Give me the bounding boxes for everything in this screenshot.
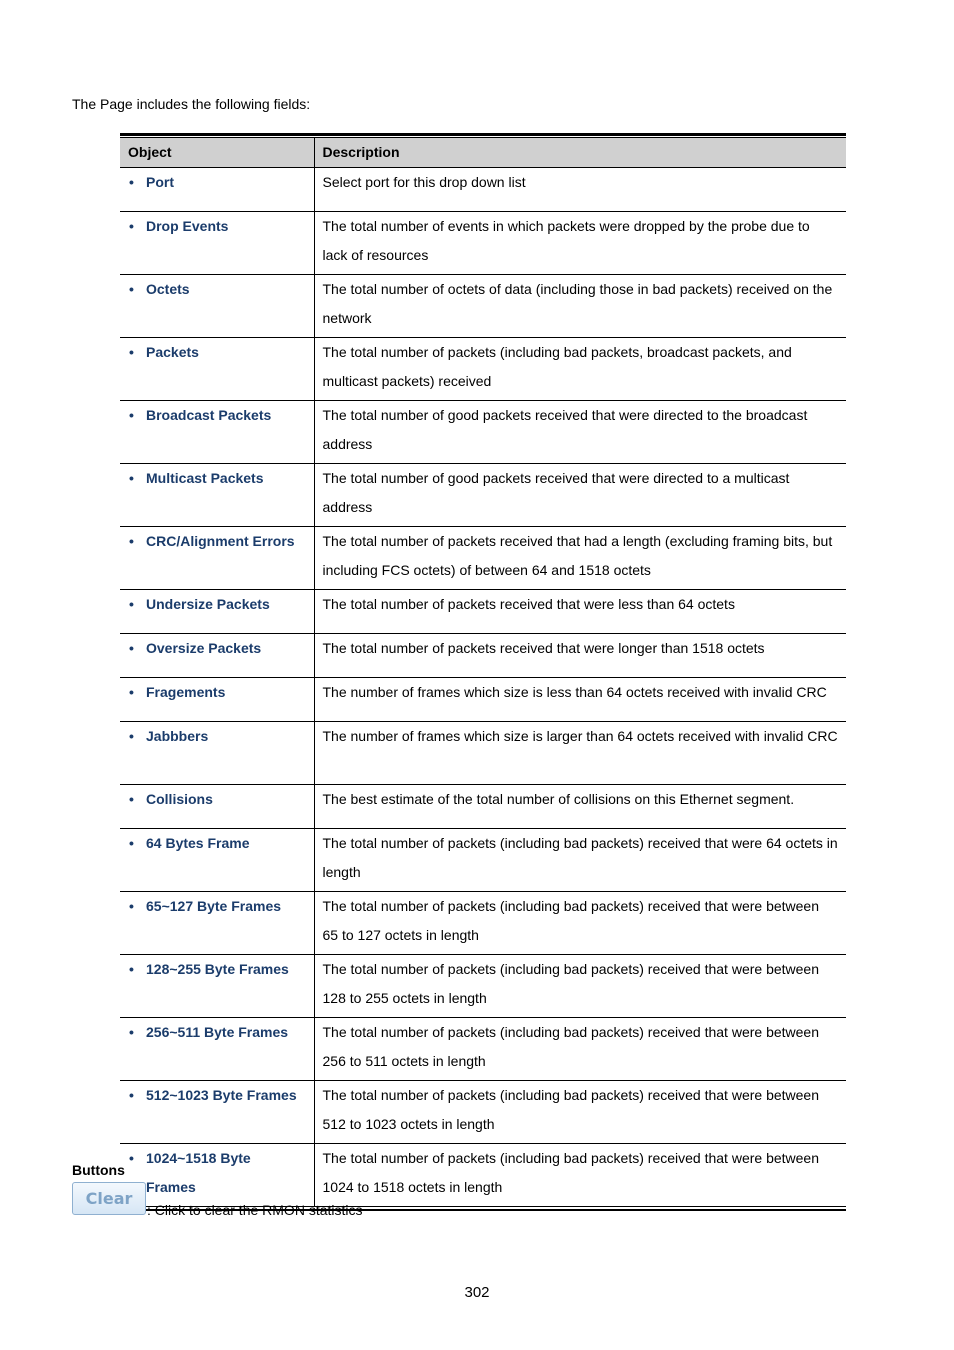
bullet-icon xyxy=(129,464,146,493)
bullet-icon xyxy=(129,785,146,814)
object-description: The total number of octets of data (including those in bad packets) received on the network xyxy=(322,280,833,326)
object-description: The total number of packets (including bad packets) received that were 64 octets in length xyxy=(322,834,838,880)
bullet-icon xyxy=(129,1081,146,1110)
bullet-icon xyxy=(129,722,146,751)
object-name: Oversize Packets xyxy=(146,639,262,656)
bullet-icon xyxy=(129,527,146,556)
table-row xyxy=(120,400,846,463)
object-name: Drop Events xyxy=(146,217,229,234)
table-row xyxy=(120,1143,846,1206)
bullet-icon xyxy=(129,338,146,367)
object-name: CRC/Alignment Errors xyxy=(146,532,295,549)
object-description: The total number of packets (including bad packets) received that were between 512 to 1023 octets in length xyxy=(322,1086,820,1132)
object-name: Port xyxy=(146,173,174,190)
object-name: 128~255 Byte Frames xyxy=(146,960,289,977)
object-description: The total number of packets (including bad packets) received that were between 128 to 255 octets in length xyxy=(322,960,820,1006)
table-row xyxy=(120,463,846,526)
table-row xyxy=(120,1080,846,1143)
object-name: 65~127 Byte Frames xyxy=(146,897,282,914)
object-description: The total number of good packets received that were directed to the broadcast address xyxy=(322,406,808,452)
object-description: The total number of packets (including bad packets) received that were between 256 to 511 octets in length xyxy=(322,1023,820,1069)
object-description: The total number of good packets received that were directed to a multicast address xyxy=(322,469,790,515)
table-row xyxy=(120,828,846,891)
object-name: Fragements xyxy=(146,683,226,700)
table-row xyxy=(120,677,846,721)
bullet-icon xyxy=(129,590,146,619)
bullet-icon xyxy=(129,212,146,241)
object-name: 1024~1518 Byte Frames xyxy=(146,1149,251,1195)
bullet-icon xyxy=(129,892,146,921)
object-name: 512~1023 Byte Frames xyxy=(146,1086,297,1103)
table-row xyxy=(120,784,846,828)
table-row xyxy=(120,721,846,784)
table-row xyxy=(120,167,846,211)
table-row xyxy=(120,891,846,954)
bullet-icon xyxy=(129,955,146,984)
object-description: Select port for this drop down list xyxy=(322,173,526,190)
header-object: Object xyxy=(120,138,314,167)
table-row xyxy=(120,274,846,337)
object-description: The total number of events in which packets were dropped by the probe due to lack of resources xyxy=(322,217,810,263)
object-name: 256~511 Byte Frames xyxy=(146,1023,289,1040)
bullet-icon xyxy=(129,678,146,707)
intro-text: The Page includes the following fields: xyxy=(72,96,311,112)
bullet-icon xyxy=(129,275,146,304)
object-name: Jabbbers xyxy=(146,727,209,744)
table-row xyxy=(120,1017,846,1080)
header-description: Description xyxy=(314,138,846,167)
buttons-heading: Buttons xyxy=(72,1162,125,1178)
clear-button-description: : Click to clear the RMON statistics xyxy=(147,1202,363,1218)
object-name: Multicast Packets xyxy=(146,469,264,486)
table-row xyxy=(120,954,846,1017)
object-description: The number of frames which size is larger than 64 octets received with invalid CRC xyxy=(322,727,838,744)
object-description: The total number of packets received that were longer than 1518 octets xyxy=(322,639,765,656)
table-row xyxy=(120,589,846,633)
object-description: The total number of packets (including bad packets) received that were between 1024 to 1518 octets in length xyxy=(322,1149,820,1195)
page-number: 302 xyxy=(464,1284,490,1301)
table-row xyxy=(120,337,846,400)
object-name: Octets xyxy=(146,280,190,297)
table-row xyxy=(120,211,846,274)
bullet-icon xyxy=(129,401,146,430)
object-description: The total number of packets (including bad packets) received that were between 65 to 127 octets in length xyxy=(322,897,820,943)
bullet-icon xyxy=(129,634,146,663)
table-row xyxy=(120,633,846,677)
object-description: The total number of packets received that had a length (excluding framing bits, but including FCS octets) of between 64 and 1518 octets xyxy=(322,532,833,578)
object-name: Broadcast Packets xyxy=(146,406,272,423)
object-name: Packets xyxy=(146,343,199,360)
object-name: Undersize Packets xyxy=(146,595,270,612)
object-description: The best estimate of the total number of collisions on this Ethernet segment. xyxy=(322,790,795,807)
fields-table xyxy=(120,133,846,1211)
bullet-icon xyxy=(129,1018,146,1047)
object-name: Collisions xyxy=(146,790,213,807)
object-description: The number of frames which size is less than 64 octets received with invalid CRC xyxy=(322,683,827,700)
bullet-icon xyxy=(129,168,146,197)
object-description: The total number of packets received that were less than 64 octets xyxy=(322,595,735,612)
object-name: 64 Bytes Frame xyxy=(146,834,250,851)
table-row xyxy=(120,526,846,589)
object-description: The total number of packets (including bad packets, broadcast packets, and multicast packets) received xyxy=(322,343,792,389)
bullet-icon xyxy=(129,829,146,858)
clear-button[interactable]: Clear xyxy=(72,1182,146,1215)
